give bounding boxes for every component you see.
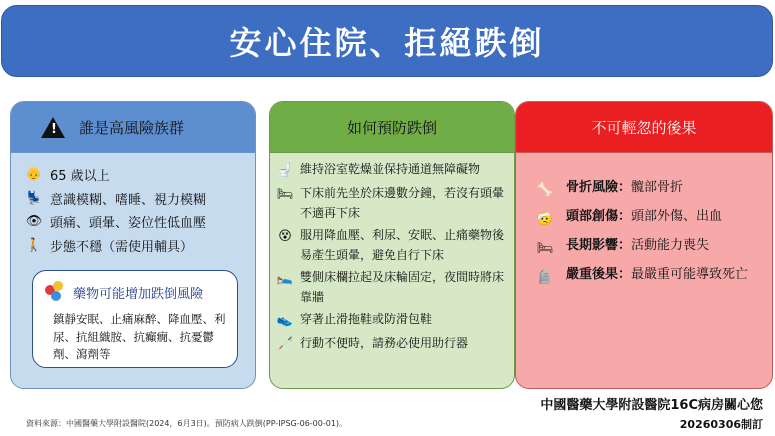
high-risk-panel (10, 101, 256, 389)
list-item-text: 行動不便時，請務必使用助行器 (300, 336, 469, 350)
list-item (25, 187, 255, 211)
list-item (25, 234, 255, 258)
prevention-list (270, 153, 514, 355)
high-risk-header-label: 誰是高風險族群 (79, 118, 185, 137)
list-item-text: 下床前先坐於床邊數分鐘，若沒有頭暈不適再下床 (300, 186, 505, 220)
drug-risk-title-text: 藥物可能增加跌倒風險 (73, 286, 204, 302)
list-item (536, 176, 772, 203)
consequences-header: 不可輕忽的後果 (516, 102, 772, 153)
list-item-text: 頭痛、頭暈、姿位性低血壓 (50, 216, 207, 232)
list-item-text: 65 歲以上 (50, 169, 110, 185)
list-item-text: 髖部骨折 (631, 180, 684, 195)
drug-risk-text: 鎮靜安眠、止痛麻醉、降血壓、利尿、抗組織胺、抗癲癇、抗憂鬱劑、瀉劑等 (53, 312, 226, 361)
list-item-label: 長期影響： (566, 238, 632, 253)
list-item-text: 穿著止滑拖鞋或防滑包鞋 (300, 312, 433, 326)
list-item (276, 183, 508, 223)
warning-icon: ! (41, 117, 65, 138)
dizzy-person-icon: 😵 (278, 229, 292, 244)
drug-risk-title (45, 279, 229, 305)
bed-sit-icon: 🛏 (276, 187, 294, 202)
hospital-bed-icon: 🛏 (536, 241, 554, 256)
tombstone-icon: 🪦 (536, 270, 554, 285)
list-item (25, 163, 255, 187)
list-item (536, 263, 772, 290)
high-risk-header (11, 102, 255, 153)
eye-icon: 👁 (25, 214, 43, 230)
list-item-label: 嚴重後果： (566, 267, 632, 282)
prevention-header: 如何預防跌倒 (270, 102, 514, 153)
title-banner (1, 5, 773, 77)
list-item (536, 234, 772, 261)
list-item (276, 309, 508, 331)
pills-icon (45, 281, 67, 303)
high-risk-list (11, 153, 255, 257)
bed-rail-icon: 🛌 (276, 271, 294, 286)
date-code: 20260306制訂 (679, 418, 763, 431)
head-injury-icon: 🤕 (536, 212, 554, 227)
list-item-text: 意識模糊、嗜睡、視力模糊 (50, 192, 207, 208)
consequences-panel (515, 101, 773, 389)
list-item (276, 267, 508, 307)
list-item (276, 159, 508, 181)
toilet-icon: 🚽 (276, 163, 294, 178)
list-item (276, 333, 508, 355)
list-item-text: 維持浴室乾燥並保持通道無障礙物 (300, 162, 481, 176)
page-title: 安心住院、拒絕跌倒 (229, 24, 545, 62)
list-item (276, 225, 508, 265)
list-item-text: 雙側床欄拉起及床輪固定，夜間時將床靠牆 (300, 270, 505, 304)
list-item (536, 205, 772, 232)
list-item (25, 210, 255, 234)
list-item-label: 頭部創傷： (566, 209, 632, 224)
prevention-panel (269, 101, 515, 389)
list-item-text: 活動能力喪失 (631, 238, 710, 253)
list-item-text: 頭部外傷、出血 (631, 209, 723, 224)
cane-icon: 🚶 (25, 237, 43, 253)
signature: 中國醫藥大學附設醫院16C病房關心您 (540, 398, 763, 413)
list-item-text: 最嚴重可能導致死亡 (631, 267, 749, 282)
list-item-label: 骨折風險： (566, 180, 632, 195)
elderly-icon: 👴 (25, 167, 43, 183)
list-item-text: 服用降血壓、利尿、安眠、止痛藥物後易產生頭暈，避免自行下床 (300, 228, 505, 262)
bone-icon: 🦴 (536, 183, 554, 198)
drowsy-icon: 💺 (25, 190, 43, 206)
walker-icon: 🦯 (276, 337, 294, 352)
drug-risk-box (32, 270, 238, 368)
consequences-list (516, 153, 772, 290)
source-citation: 資料來源：中國醫藥大學附設醫院(2024，6月3日)。預防病人跌倒(PP-IPSG-06-00-01)。 (26, 419, 348, 428)
shoe-icon: 👟 (276, 313, 294, 328)
list-item-text: 步態不穩（需使用輔具） (50, 239, 194, 255)
